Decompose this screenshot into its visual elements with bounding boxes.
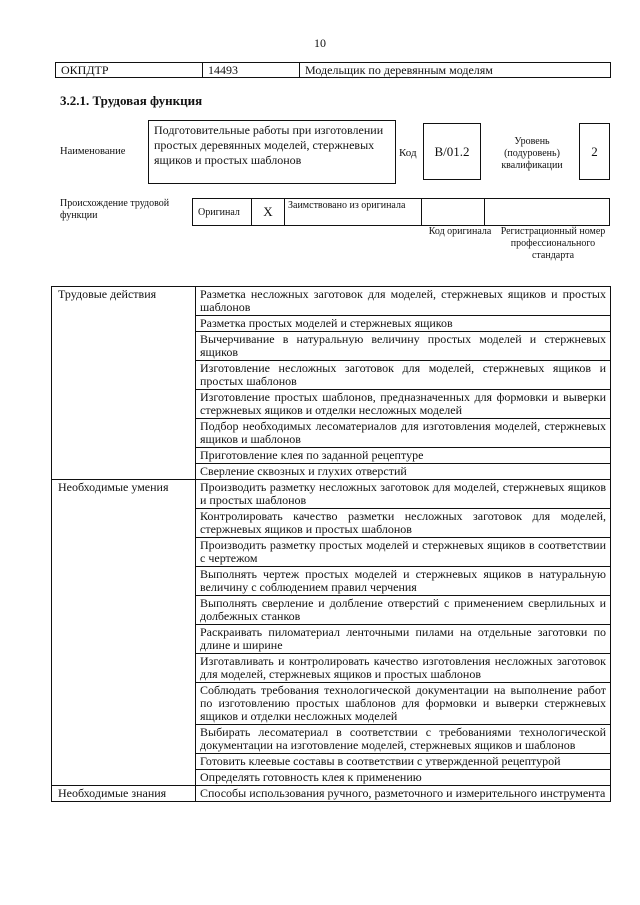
okpdtr-label: ОКПДТР bbox=[56, 63, 203, 77]
okpdtr-row bbox=[55, 62, 611, 78]
page-number: 10 bbox=[314, 36, 326, 50]
section-title: 3.2.1. Трудовая функция bbox=[60, 93, 203, 108]
item-cell: Приготовление клея по заданной рецептуре bbox=[196, 448, 611, 464]
item-cell: Изготовление несложных заготовок для моделей, стержневых ящиков и простых шаблонов bbox=[196, 361, 611, 390]
item-cell: Сверление сквозных и глухих отверстий bbox=[196, 464, 611, 480]
item-cell: Выполнять сверление и долбление отверстий с применением сверлильных и долбежных станков bbox=[196, 596, 611, 625]
function-name: Подготовительные работы при изготовлении простых деревянных моделей, стержневых ящиков и простых шаблонов bbox=[148, 120, 396, 184]
item-cell: Изготовление простых шаблонов, предназначенных для формовки и выверки стержневых ящиков и отделки несложных моделей bbox=[196, 390, 611, 419]
item-cell: Способы использования ручного, разметочного и измерительного инструмента bbox=[196, 786, 611, 802]
item-cell: Раскраивать пиломатериал ленточными пилами на отдельные заготовки по длине и ширине bbox=[196, 625, 611, 654]
borrowed-label: Заимствовано из оригинала bbox=[284, 198, 422, 226]
code-label: Код bbox=[399, 147, 417, 159]
item-cell: Разметка несложных заготовок для моделей, стержневых ящиков и простых шаблонов bbox=[196, 287, 611, 316]
level-label: Уровень (подуровень) квалификации bbox=[501, 136, 563, 171]
item-cell: Определять готовность клея к применению bbox=[196, 770, 611, 786]
item-cell: Контролировать качество разметки несложных заготовок для моделей, стержневых ящиков и простых шаблонов bbox=[196, 509, 611, 538]
okpdtr-name: Модельщик по деревянным моделям bbox=[305, 63, 493, 77]
function-code: B/01.2 bbox=[423, 123, 481, 180]
okpdtr-code: 14493 bbox=[203, 63, 300, 77]
code-caption: Код оригинала bbox=[428, 226, 492, 237]
category-cell: Необходимые знания bbox=[52, 786, 196, 802]
origin-row bbox=[193, 198, 610, 226]
item-cell: Вычерчивание в натуральную величину простых моделей и стержневых ящиков bbox=[196, 332, 611, 361]
category-cell: Трудовые действия bbox=[52, 287, 196, 480]
function-table bbox=[51, 286, 611, 802]
reg-number-cell bbox=[484, 198, 610, 226]
table-row bbox=[52, 287, 611, 316]
item-cell: Производить разметку простых моделей и стержневых ящиков в соответствии с чертежом bbox=[196, 538, 611, 567]
item-cell: Готовить клеевые составы в соответствии с утвержденной рецептурой bbox=[196, 754, 611, 770]
reg-caption: Регистрационный номер профессионального стандарта bbox=[500, 226, 606, 261]
origin-label: Происхождение трудовой функции bbox=[60, 198, 170, 221]
origin-code-cell bbox=[421, 198, 485, 226]
item-cell: Подбор необходимых лесоматериалов для изготовления моделей, стержневых ящиков и шаблонов bbox=[196, 419, 611, 448]
item-cell: Изготавливать и контролировать качество изготовления несложных заготовок для моделей, стержневых ящиков и простых шаблонов bbox=[196, 654, 611, 683]
item-cell: Разметка простых моделей и стержневых ящиков bbox=[196, 316, 611, 332]
level-value: 2 bbox=[579, 123, 610, 180]
item-cell: Выполнять чертеж простых моделей и стержневых ящиков в натуральную величину с соблюдением правил черчения bbox=[196, 567, 611, 596]
table-row bbox=[52, 480, 611, 509]
original-mark: X bbox=[251, 198, 285, 226]
category-cell: Необходимые умения bbox=[52, 480, 196, 786]
table-row bbox=[52, 786, 611, 802]
item-cell: Соблюдать требования технологической документации на выполнение работ по изготовлению простых шаблонов для формовки и выверки стержневых ящиков и отделки несложных моделей bbox=[196, 683, 611, 725]
original-label: Оригинал bbox=[192, 198, 252, 226]
item-cell: Выбирать лесоматериал в соответствии с требованиями технологической документации на изготовление моделей, стержневых ящиков и шаблонов bbox=[196, 725, 611, 754]
name-label: Наименование bbox=[60, 146, 126, 157]
item-cell: Производить разметку несложных заготовок для моделей, стержневых ящиков и простых шаблонов bbox=[196, 480, 611, 509]
